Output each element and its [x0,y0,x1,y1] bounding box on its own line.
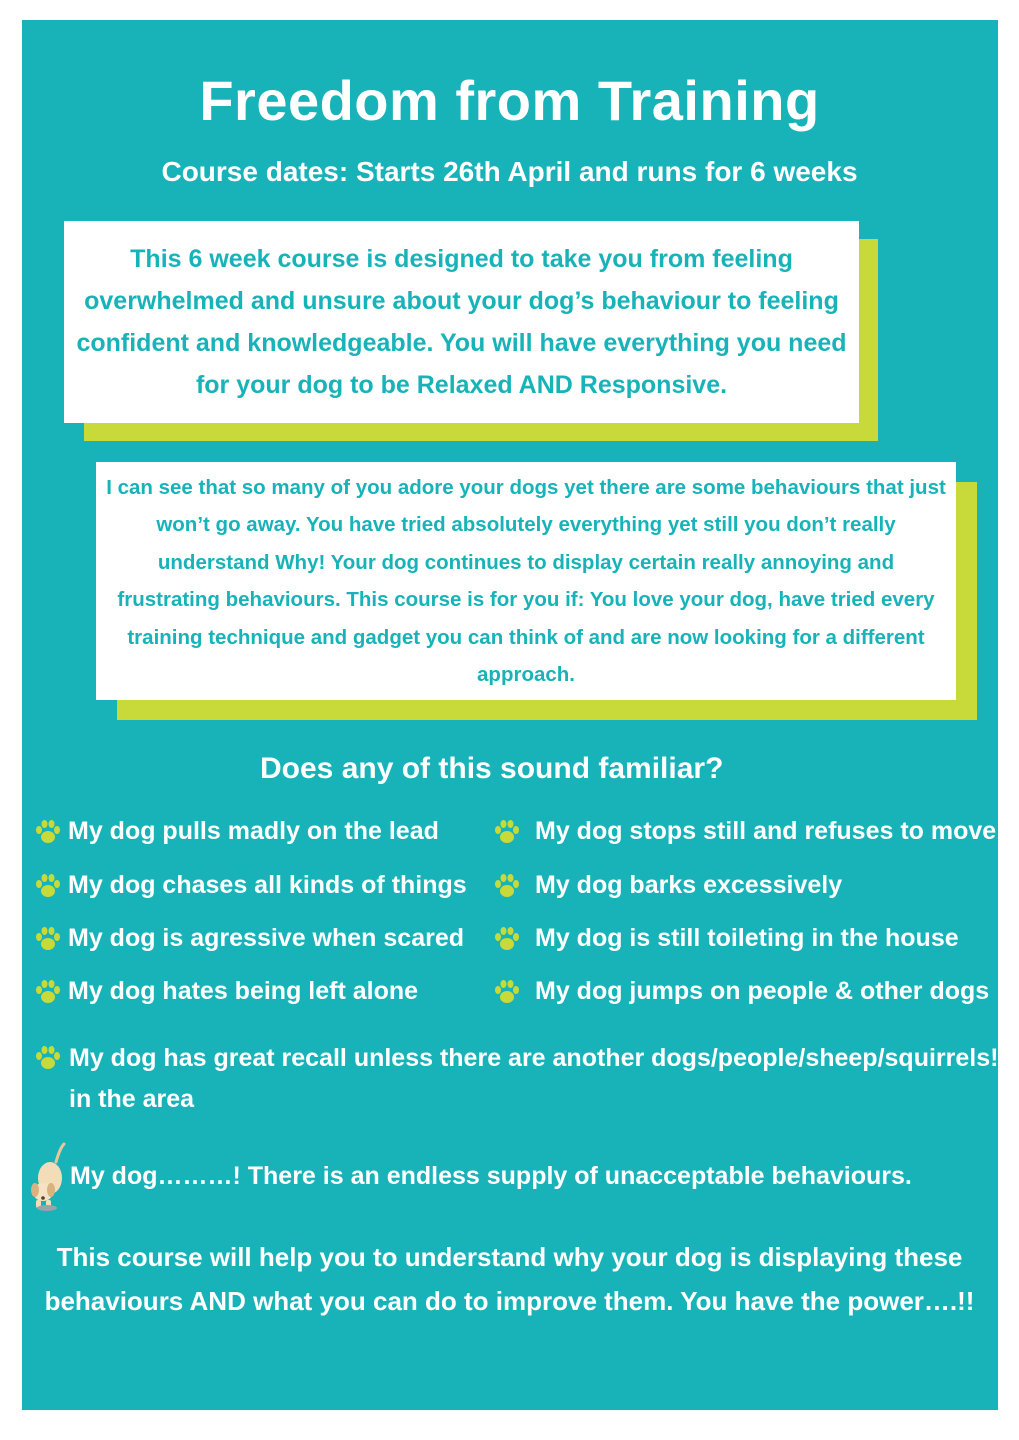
page-title: Freedom from Training [199,69,820,132]
paw-print-icon [493,978,521,1006]
list-item [34,871,467,900]
puppy-illustration [26,1140,68,1212]
list-item [493,817,996,846]
paw-print-icon [34,1044,62,1072]
list-item [34,817,439,846]
behaviour-text: My dog………! There is an endless supply of unacceptable behaviours. [70,1161,912,1190]
intro-text: This 6 week course is designed to take you from feeling overwhelmed and unsure about your dog’s behaviour to feeling confident and knowledgeable. You will have everything you need for your dog to be Relaxed AND Responsive. [76,245,847,399]
intro-box [64,221,859,423]
list-item [34,977,418,1006]
paw-print-icon [34,978,62,1006]
behaviour-text: My dog has great recall unless there are another dogs/people/sheep/squirrels! in the area [69,1044,999,1113]
list-item [34,924,464,953]
behaviour-text: My dog chases all kinds of things [68,871,467,899]
behaviour-text: My dog stops still and refuses to move [535,817,997,845]
description-text: I can see that so many of you adore your dogs yet there are some behaviours that just won’t go away. You have tried absolutely everything yet still you don’t really understand Why! Your dog continues to display certain really annoying and frustrating behaviours. This course is for you if: You love your dog, have tried every training technique and gadget you can think of and are now looking for a different approach. [106,475,946,686]
familiar-heading: Does any of this sound familiar? [260,752,724,785]
description-box [96,462,956,700]
behaviour-text: My dog pulls madly on the lead [68,817,439,845]
behaviour-text: My dog hates being left alone [68,977,419,1005]
paw-print-icon [493,925,521,953]
behaviour-text: My dog barks excessively [535,871,843,899]
list-item [493,924,959,953]
paw-print-icon [34,925,62,953]
paw-print-icon [493,872,521,900]
behaviour-text: My dog is still toileting in the house [535,924,959,952]
list-item-endless [26,1140,912,1212]
list-item [493,977,989,1006]
paw-print-icon [34,872,62,900]
paw-print-icon [493,818,521,846]
behaviour-text: My dog jumps on people & other dogs [535,977,990,1005]
closing-statement: This course will help you to understand why your dog is displaying these behaviours AND what you can do to improve them. You have the power….!! [44,1242,975,1316]
behaviour-text: My dog is agressive when scared [68,924,464,952]
list-item-recall [34,1038,1004,1120]
paw-print-icon [34,818,62,846]
course-dates: Course dates: Starts 26th April and runs for 6 weeks [161,156,858,187]
list-item [493,871,842,900]
